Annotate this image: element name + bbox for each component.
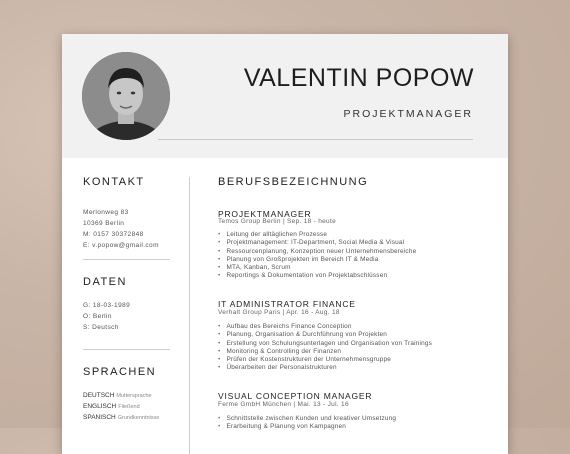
language-level: Grundkenntnisse bbox=[117, 415, 160, 421]
job-bullet: • Prüfen der Kostenstrukturen der Unternehmensgruppe bbox=[218, 356, 432, 364]
job-bullet: • Planung, Organisation & Durchführung von Projekten bbox=[218, 331, 432, 339]
contact-city: 10369 Berlin bbox=[83, 220, 125, 227]
language-item bbox=[83, 403, 140, 410]
job-bullets bbox=[218, 231, 416, 281]
language-level: Muttersprache bbox=[116, 393, 152, 399]
header-divider bbox=[158, 139, 473, 140]
data-place: O: Berlin bbox=[83, 313, 112, 320]
job-company: Temos Group Berlin | Sep. 18 - heute bbox=[218, 218, 336, 225]
job-bullet: • Aufbau des Bereichs Finance Conception bbox=[218, 323, 432, 331]
language-level: Fließend bbox=[118, 404, 140, 410]
resume-page bbox=[62, 34, 508, 454]
job-bullet: • Planung von Großprojekten im Bereich IT & Media bbox=[218, 256, 416, 264]
job-bullet: • Überarbeiten der Personalstrukturen bbox=[218, 364, 432, 372]
experience-heading: BERUFSBEZEICHNUNG bbox=[218, 176, 369, 188]
job-company: Verhalt Group Paris | Apr. 16 - Aug. 18 bbox=[218, 309, 340, 316]
language-item bbox=[83, 392, 152, 399]
job-bullet: • Leitung der alltäglichen Prozesse bbox=[218, 231, 416, 239]
job-bullet: • Erarbeitung & Planung von Kampagnen bbox=[218, 423, 396, 431]
job-bullet: • MTA, Kanban, Scrum bbox=[218, 264, 416, 272]
job-title: VISUAL CONCEPTION MANAGER bbox=[218, 391, 373, 401]
resume-header bbox=[62, 34, 508, 158]
contact-phone: M: 0157 30372848 bbox=[83, 231, 144, 238]
job-company: Ferme GmbH München | Mai. 13 - Jul. 16 bbox=[218, 401, 349, 408]
contact-street: Merlonweg 83 bbox=[83, 209, 129, 216]
candidate-role: PROJEKTMANAGER bbox=[343, 108, 473, 120]
job-bullet: • Monitoring & Controlling der Finanzen bbox=[218, 348, 432, 356]
column-divider bbox=[189, 177, 190, 454]
job-bullet: • Schnittstelle zwischen Kunden und kreativer Umsetzung bbox=[218, 415, 396, 423]
job-bullets bbox=[218, 323, 432, 373]
language-name: SPANISCH bbox=[83, 414, 116, 421]
job-title: IT ADMINISTRATOR FINANCE bbox=[218, 299, 356, 309]
job-bullet: • Projektmanagement: IT-Department, Social Media & Visual bbox=[218, 239, 416, 247]
language-name: DEUTSCH bbox=[83, 392, 115, 399]
job-bullets bbox=[218, 415, 396, 432]
profile-photo bbox=[82, 52, 170, 140]
contact-divider bbox=[83, 259, 170, 260]
language-name: ENGLISCH bbox=[83, 403, 117, 410]
candidate-name: VALENTIN POPOW bbox=[243, 64, 474, 92]
job-title: PROJEKTMANAGER bbox=[218, 209, 312, 219]
contact-heading: KONTAKT bbox=[83, 176, 145, 188]
job-bullet: • Erstellung von Schulungsunterlagen und Organisation von Trainings bbox=[218, 340, 432, 348]
language-item bbox=[83, 414, 159, 421]
data-nationality: S: Deutsch bbox=[83, 324, 119, 331]
data-birth: G: 18-03-1989 bbox=[83, 302, 131, 309]
languages-heading: SPRACHEN bbox=[83, 366, 157, 378]
job-bullet: • Reportings & Dokumentation von Projektabschlüssen bbox=[218, 272, 416, 280]
contact-email: E: v.popow@gmail.com bbox=[83, 242, 159, 249]
job-bullet: • Ressourcenplanung, Konzeption neuer Unternehmensbereiche bbox=[218, 248, 416, 256]
data-heading: DATEN bbox=[83, 276, 127, 288]
data-divider bbox=[83, 349, 170, 350]
